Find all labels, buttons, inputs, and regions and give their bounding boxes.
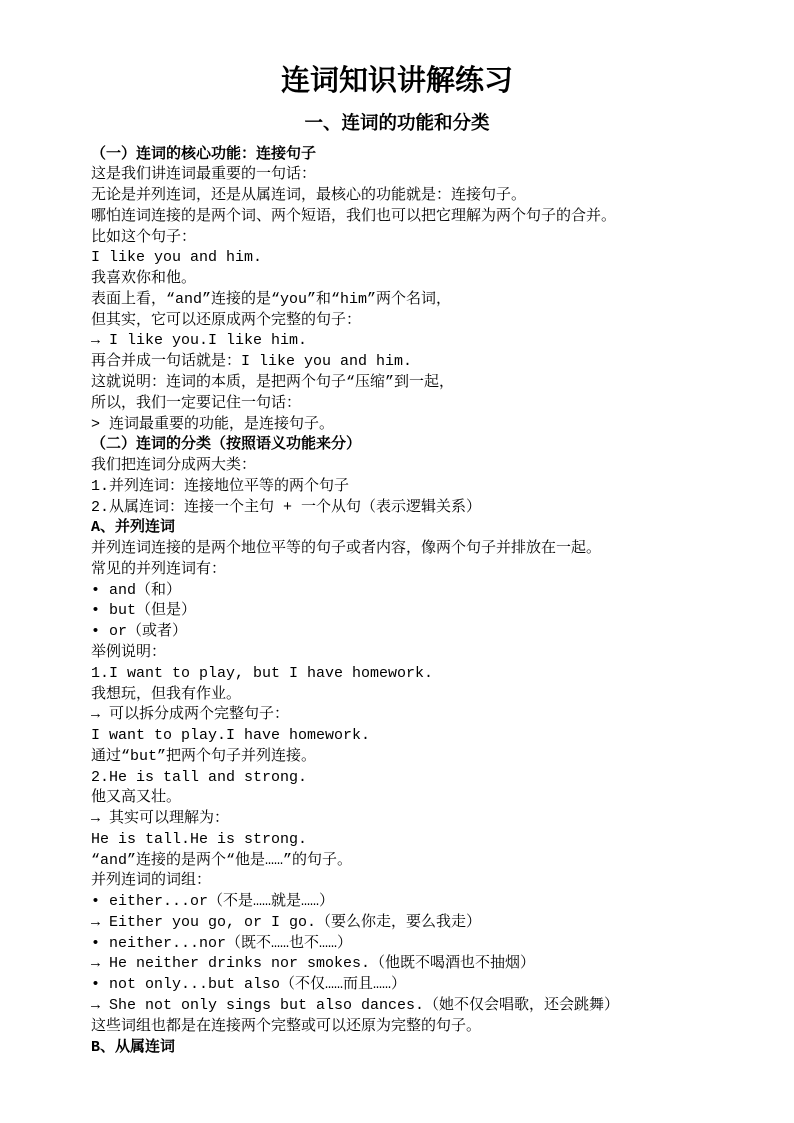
bullet-item: • and（和） bbox=[91, 581, 182, 599]
text-line: “and”连接的是两个“他是……”的句子。 bbox=[91, 851, 353, 869]
arrow-note: → She not only sings but also dances.（她不仅会唱歌，还会跳舞） bbox=[91, 996, 620, 1014]
example-sentence: 2.He is tall and strong. bbox=[91, 768, 308, 786]
section-heading-coordinating: A、并列连词 bbox=[91, 519, 176, 537]
text-line: 这些词组也都是在连接两个完整或可以还原为完整的句子。 bbox=[91, 1017, 482, 1035]
text-line: 我们把连词分成两大类： bbox=[91, 457, 257, 475]
list-item: 2.从属连词：连接一个主句 + 一个从句（表示逻辑关系） bbox=[91, 498, 482, 516]
bullet-item: • not only...but also（不仅……而且……） bbox=[91, 976, 407, 994]
text-line: 并列连词的词组： bbox=[91, 872, 212, 890]
text-line: 哪怕连词连接的是两个词、两个短语，我们也可以把它理解为两个句子的合并。 bbox=[91, 207, 617, 225]
bullet-item: • either...or（不是……就是……） bbox=[91, 893, 335, 911]
translation-line: 他又高又壮。 bbox=[91, 789, 182, 807]
translation-line: 我喜欢你和他。 bbox=[91, 270, 197, 288]
example-sentence: He is tall.He is strong. bbox=[91, 830, 308, 848]
document-body bbox=[91, 145, 781, 1059]
sub-heading-core-function: （一）连词的核心功能：连接句子 bbox=[91, 145, 317, 163]
key-point-quote: > 连词最重要的功能，是连接句子。 bbox=[91, 415, 335, 433]
arrow-note: → He neither drinks nor smokes.（他既不喝酒也不抽烟） bbox=[91, 955, 536, 973]
text-line: 但其实，它可以还原成两个完整的句子： bbox=[91, 311, 362, 329]
arrow-note: → Either you go, or I go.（要么你走，要么我走） bbox=[91, 913, 482, 931]
example-sentence: I want to play.I have homework. bbox=[91, 727, 371, 745]
section-heading-subordinating: B、从属连词 bbox=[91, 1038, 176, 1056]
arrow-note: → I like you.I like him. bbox=[91, 332, 308, 350]
document-title: 连词知识讲解练习 bbox=[280, 63, 513, 97]
list-item: 1.并列连词：连接地位平等的两个句子 bbox=[91, 477, 350, 495]
bullet-item: • or（或者） bbox=[91, 623, 188, 641]
text-line: 再合并成一句话就是：I like you and him. bbox=[91, 353, 413, 371]
arrow-note: → 其实可以理解为： bbox=[91, 810, 230, 828]
text-line: 通过“but”把两个句子并列连接。 bbox=[91, 747, 317, 765]
text-line: 常见的并列连词有： bbox=[91, 560, 227, 578]
part-heading: 一、连词的功能和分类 bbox=[304, 113, 490, 134]
text-line: 比如这个句子： bbox=[91, 228, 197, 246]
text-line: 所以，我们一定要记住一句话： bbox=[91, 394, 302, 412]
text-line: 无论是并列连词，还是从属连词，最核心的功能就是：连接句子。 bbox=[91, 187, 527, 205]
translation-line: 我想玩，但我有作业。 bbox=[91, 685, 242, 703]
text-line: 这就说明：连词的本质，是把两个句子“压缩”到一起， bbox=[91, 374, 455, 392]
text-line: 表面上看，“and”连接的是“you”和“him”两个名词， bbox=[91, 290, 452, 308]
sub-heading-classification: （二）连词的分类（按照语义功能来分） bbox=[91, 436, 362, 454]
example-sentence: 1.I want to play, but I have homework. bbox=[91, 664, 434, 682]
arrow-note: → 可以拆分成两个完整句子： bbox=[91, 706, 290, 724]
example-sentence: I like you and him. bbox=[91, 249, 263, 267]
text-line: 举例说明： bbox=[91, 643, 167, 661]
bullet-item: • neither...nor（既不……也不……） bbox=[91, 934, 353, 952]
text-line: 这是我们讲连词最重要的一句话： bbox=[91, 166, 317, 184]
bullet-item: • but（但是） bbox=[91, 602, 197, 620]
text-line: 并列连词连接的是两个地位平等的句子或者内容，像两个句子并排放在一起。 bbox=[91, 540, 602, 558]
